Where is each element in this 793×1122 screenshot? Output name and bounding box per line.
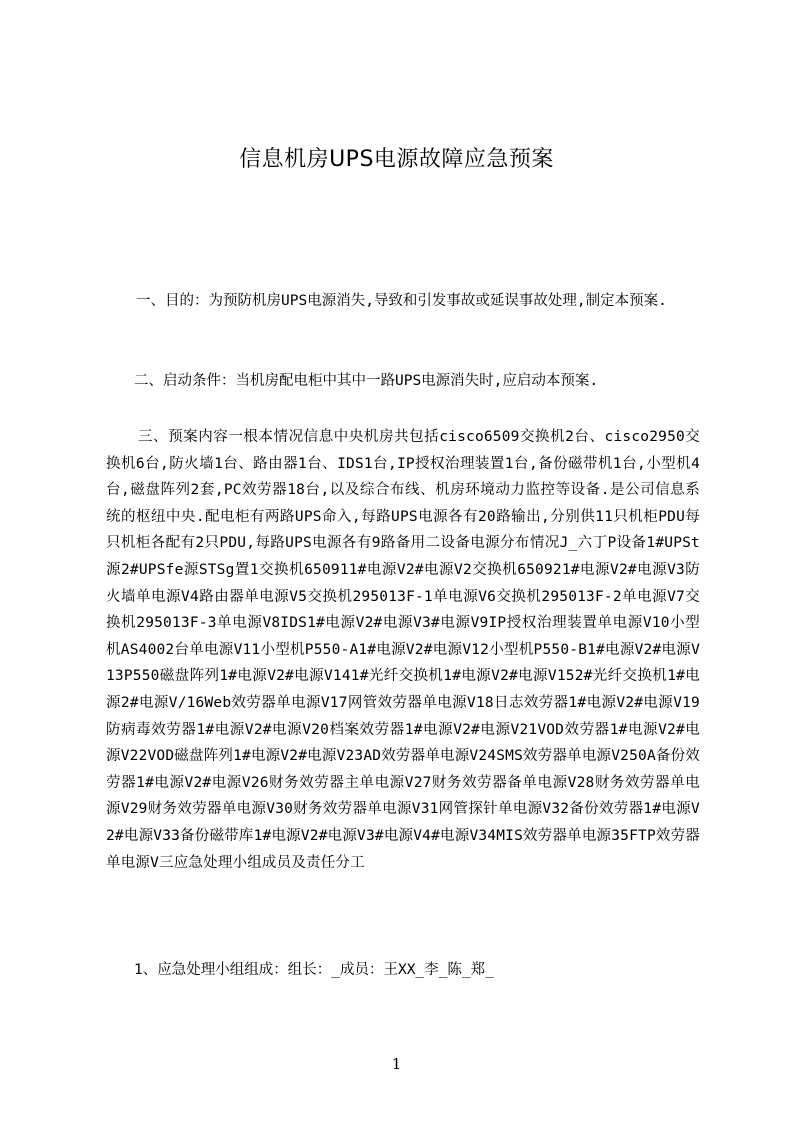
document-title: 信息机房UPS电源故障应急预案 bbox=[239, 147, 554, 172]
section-plan-content: 三、预案内容一根本情况信息中央机房共包括cisco6509交换机2台、cisco2950交换机6台,防火墙1台、路由器1台、IDS1台,IP授权治理装置1台,备份磁带机1台,小型机4台,磁盘阵列2套,PC效劳器18台,以及综合布线、机房环境动力监控等设备.是公司信息系统的枢纽中央.配电柜有两路UPS命入,每路UPS电源各有20路输出,分别供11只机柜PDU每只机柜各配有2只PDU,每路UPS电源各有9路备用二设备电源分布情况J_六丁P设备1#UPSt源2#UPSfe源STSg置1交换机650911#电源V2#电源V2交换机650921#电源V2#电源V3防火墙单电源V4路由器单电源V5交换机295013F-1单电源V6交换机295013F-2单电源V7交换机295013F-3单电源V8IDS1#电源V2#电源V3#电源V9IP授权治理装置单电源V10小型机AS4002台单电源V11小型机P550-A1#电源V2#电源V12小型机P550-B1#电源V2#电源V13P550磁盘阵列1#电源V2#电源V141#光纤交换机1#电源V2#电源V152#光纤交换机1#电源2#电源V/16Web效劳器单电源V17网管效劳器单电源V18日志效劳器1#电源V2#电源V19防病毒效劳器1#电源V2#电源V20档案效劳器1#电源V2#电源V21VOD效劳器1#电源V2#电源V22VOD磁盘阵列1#电源V2#电源V23AD效劳器单电源V24SMS效劳器单电源V250A备份效劳器1#电源V2#电源V26财务效劳器主单电源V27财务效劳器备单电源V28财务效劳器单电源V29财务效劳器单电源V30财务效劳器单电源V31网管探针单电源V32备份效劳器1#电源V2#电源V33备份磁带库1#电源V2#电源V3#电源V4#电源V34MIS效劳器单电源35FTP效劳器单电源V三应急处理小组成员及责任分工 bbox=[106, 429, 700, 871]
page-number: 1 bbox=[391, 1055, 402, 1073]
section-trigger-condition: 二、启动条件：当机房配电柜中其中一路UPS电源消失时,应启动本预案. bbox=[134, 373, 599, 389]
section-emergency-team: 1、应急处理小组组成：组长：_成员：王XX_李_陈_郑_ bbox=[134, 962, 494, 978]
section-purpose: 一、目的：为预防机房UPS电源消失,导致和引发事故或延误事故处理,制定本预案. bbox=[136, 293, 667, 309]
